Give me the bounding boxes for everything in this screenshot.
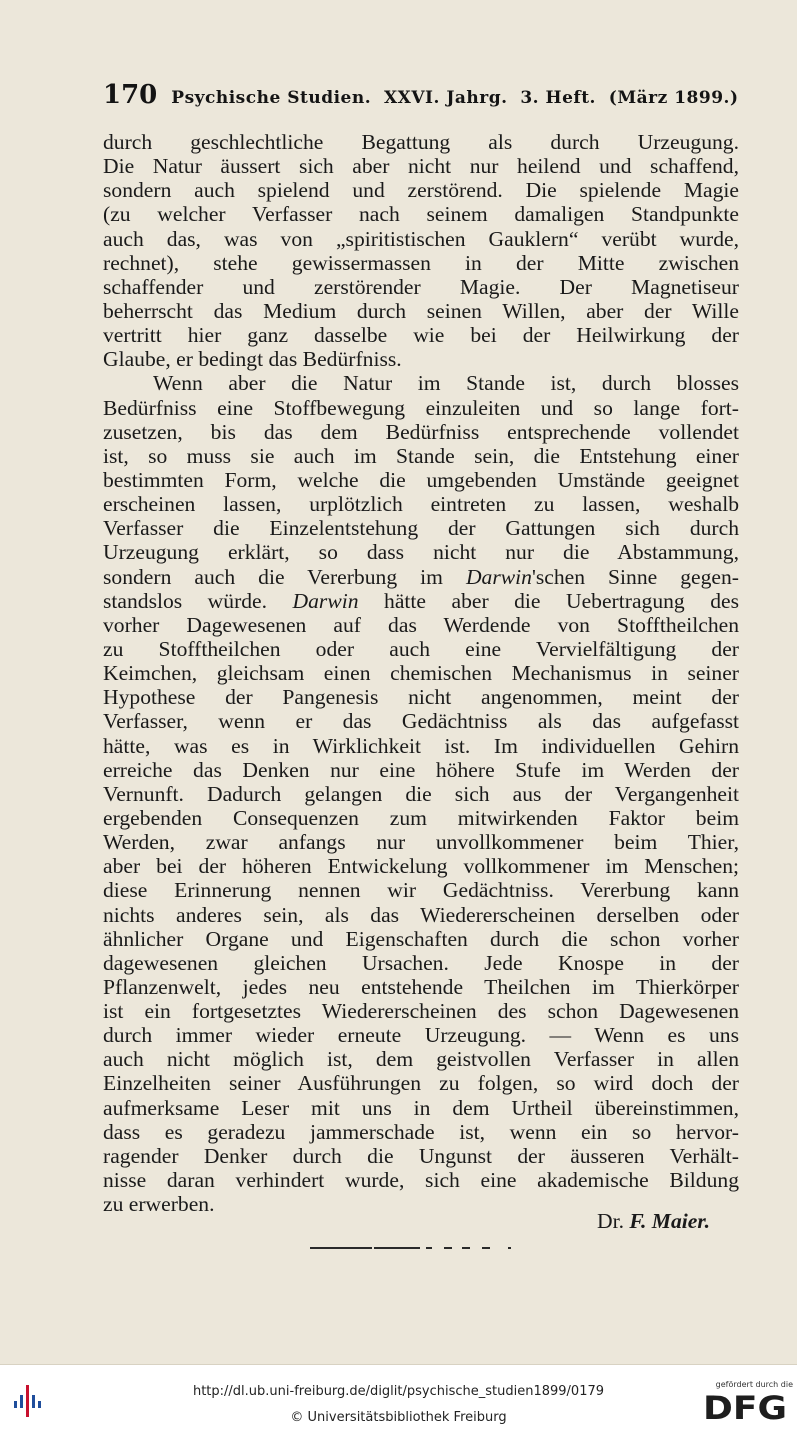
text-line: nisse daran verhindert wurde, sich eine akademische Bildung (103, 1168, 739, 1193)
text-line: hätte, was es in Wirklichkeit ist. Im individuellen Gehirn (103, 733, 739, 758)
text-line: sondern auch spielend und zerstörend. Die spielende Magie (103, 178, 739, 203)
page-number: 170 (103, 80, 158, 110)
text-line: dass es geradezu jammerschade ist, wenn ein so hervor- (103, 1119, 739, 1144)
text-line: Glaube, er bedingt das Bedürfniss. (103, 347, 402, 372)
text-line: zu erwerben. (103, 1192, 215, 1217)
text-line: Verfasser die Einzelentstehung der Gattungen sich durch (103, 516, 739, 541)
text-line: ist ein fortgesetztes Wiedererscheinen des schon Dagewesenen (103, 999, 739, 1024)
end-rule-segment (444, 1247, 452, 1249)
text-line: (zu welcher Verfasser nach seinem damaligen Standpunkte (103, 202, 739, 227)
body-text (103, 130, 739, 1216)
text-line: auch nicht möglich ist, dem geistvollen Verfasser in allen (103, 1047, 739, 1072)
italic-name: Darwin (292, 588, 359, 613)
text-line: schaffender und zerstörender Magie. Der Magnetiseur (103, 274, 739, 299)
author-signature (530, 1209, 710, 1234)
text-line: zu Stofftheilchen oder auch eine Vervielfältigung der (103, 636, 739, 661)
text-line: ragender Denker durch die Ungunst der äusseren Verhält- (103, 1143, 739, 1168)
text-line: vertritt hier ganz dasselbe wie bei der Heilwirkung der (103, 323, 739, 348)
permalink-url[interactable]: http://dl.ub.uni-freiburg.de/diglit/psychische_studien1899/0179 (192, 1384, 605, 1399)
end-rule-segment (462, 1247, 470, 1249)
text-line: zusetzen, bis das dem Bedürfniss entsprechende vollendet (103, 419, 739, 444)
text-line: Verfasser, wenn er das Gedächtniss als das aufgefasst (103, 709, 739, 734)
text-line: standslos würde. Darwin hätte aber die Uebertragung des (103, 588, 739, 613)
end-rule (310, 1246, 515, 1250)
signature-name: F. Maier. (629, 1209, 710, 1233)
text-line: Vernunft. Dadurch gelangen die sich aus der Vergangenheit (103, 781, 739, 806)
text-line: Einzelheiten seiner Ausführungen zu folgen, so wird doch der (103, 1071, 739, 1096)
text-line: ist, so muss sie auch im Stande sein, die Entstehung einer (103, 443, 739, 468)
end-rule-segment (310, 1247, 372, 1249)
text-line: Wenn aber die Natur im Stande ist, durch blosses (153, 371, 739, 396)
text-line: nichts anderes sein, als das Wiedererscheinen derselben oder (103, 902, 739, 927)
end-rule-segment (508, 1247, 511, 1249)
dfg-logo-icon[interactable] (703, 1391, 789, 1421)
end-rule-segment (374, 1247, 420, 1249)
text-line: Hypothese der Pangenesis nicht angenommen, meint der (103, 685, 739, 710)
dfg-logo-text: DFG (703, 1391, 787, 1421)
text-line: Die Natur äussert sich aber nicht nur heilend und schaffend, (103, 154, 739, 179)
text-line: aber bei der höheren Entwickelung vollkommener im Menschen; (103, 854, 739, 879)
copyright-notice: © Universitätsbibliothek Freiburg (290, 1410, 507, 1425)
text-line: diese Erinnerung nennen wir Gedächtniss. Vererbung kann (103, 878, 739, 903)
end-rule-segment (426, 1247, 432, 1249)
running-head (103, 80, 743, 112)
text-line: bestimmten Form, welche die umgebenden Umstände geeignet (103, 467, 739, 492)
end-rule-segment (482, 1247, 490, 1249)
text-line: Urzeugung erklärt, so dass nicht nur die Abstammung, (103, 540, 739, 565)
text-line: Keimchen, gleichsam einen chemischen Mechanismus in seiner (103, 661, 739, 686)
text-line: auch das, was von „spiritistischen Gauklern“ verübt wurde, (103, 226, 739, 251)
text-line: beherrscht das Medium durch seinen Willen, aber der Wille (103, 298, 739, 323)
text-line: Werden, zwar anfangs nur unvollkommener beim Thier, (103, 830, 739, 855)
running-title: Psychische Studien. XXVI. Jahrg. 3. Heft. (März 1899.) (171, 88, 739, 108)
text-line: ähnlicher Organe und Eigenschaften durch die schon vorher (103, 926, 739, 951)
signature-prefix: Dr. (596, 1209, 624, 1233)
text-line: erscheinen lassen, urplötzlich eintreten zu lassen, weshalb (103, 492, 739, 517)
text-line: dagewesenen gleichen Ursachen. Jede Knospe in der (103, 950, 739, 975)
text-line: durch geschlechtliche Begattung als durch Urzeugung. (103, 130, 739, 154)
text-line: erreiche das Denken nur eine höhere Stufe im Werden der (103, 757, 739, 782)
text-line: aufmerksame Leser mit uns in dem Urtheil übereinstimmen, (103, 1095, 739, 1120)
text-line: Pflanzenwelt, jedes neu entstehende Theilchen im Thierkörper (103, 974, 739, 999)
text-line: durch immer wieder erneute Urzeugung. — Wenn es uns (103, 1023, 739, 1048)
text-line: Bedürfniss eine Stoffbewegung einzuleiten und so lange fort- (103, 395, 739, 420)
italic-name: Darwin (465, 564, 532, 589)
text-line: vorher Dagewesenen auf das Werdende von Stofftheilchen (103, 612, 739, 637)
scan-edge (0, 1364, 797, 1365)
text-line: sondern auch die Vererbung im Darwin'schen Sinne gegen- (103, 564, 739, 589)
text-line: ergebenden Consequenzen zum mitwirkenden Faktor beim (103, 805, 739, 830)
dfg-caption: gefördert durch die (715, 1380, 793, 1389)
text-line: rechnet), stehe gewissermassen in der Mitte zwischen (103, 250, 739, 275)
